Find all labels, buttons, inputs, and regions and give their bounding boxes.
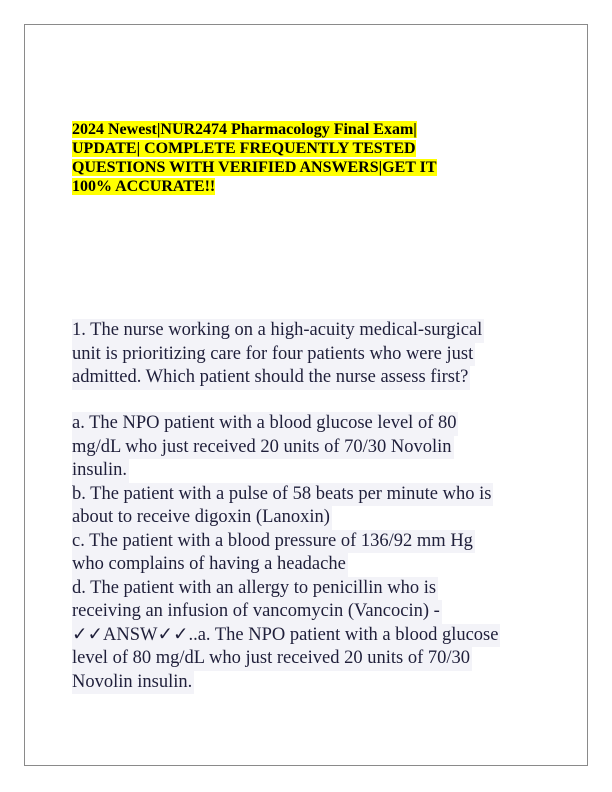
- question-line: admitted. Which patient should the nurse assess first?: [72, 366, 470, 390]
- option-line: receiving an infusion of vancomycin (Vancocin) -: [72, 600, 442, 624]
- answer-line: ✓✓ANSW✓✓..a. The NPO patient with a blood glucose: [72, 624, 500, 648]
- title-line: 2024 Newest|NUR2474 Pharmacology Final Exam|: [72, 121, 417, 138]
- title-line: UPDATE| COMPLETE FREQUENTLY TESTED: [72, 140, 416, 157]
- option-line: c. The patient with a blood pressure of 136/92 mm Hg: [72, 530, 475, 554]
- question-1-options: [72, 412, 542, 694]
- title-line: QUESTIONS WITH VERIFIED ANSWERS|GET IT: [72, 159, 437, 176]
- option-line: d. The patient with an allergy to penicillin who is: [72, 577, 438, 601]
- option-line: about to receive digoxin (Lanoxin): [72, 506, 332, 530]
- option-line: who complains of having a headache: [72, 553, 348, 577]
- option-line: mg/dL who just received 20 units of 70/30 Novolin: [72, 436, 454, 460]
- question-line: unit is prioritizing care for four patients who were just: [72, 343, 475, 367]
- option-line: a. The NPO patient with a blood glucose level of 80: [72, 412, 458, 436]
- question-1-stem: [72, 319, 542, 390]
- option-line: insulin.: [72, 459, 129, 483]
- option-line: b. The patient with a pulse of 58 beats per minute who is: [72, 483, 493, 507]
- answer-line: level of 80 mg/dL who just received 20 units of 70/30: [72, 647, 472, 671]
- question-line: 1. The nurse working on a high-acuity medical-surgical: [72, 319, 484, 343]
- document-title: [72, 120, 512, 196]
- answer-line: Novolin insulin.: [72, 671, 194, 695]
- title-line: 100% ACCURATE!!: [72, 178, 216, 195]
